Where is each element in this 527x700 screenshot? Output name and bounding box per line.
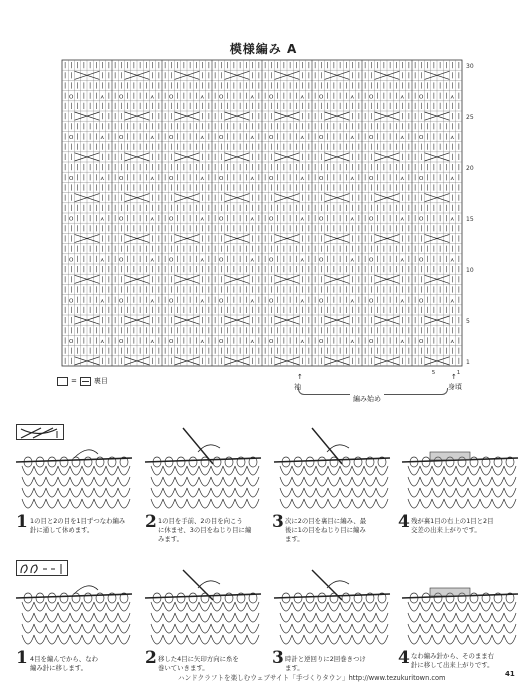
svg-text:⋏: ⋏ <box>450 257 455 264</box>
svg-text:⋏: ⋏ <box>100 216 105 223</box>
svg-text:O: O <box>269 298 274 305</box>
svg-text:⋏: ⋏ <box>200 298 205 305</box>
svg-text:⋏: ⋏ <box>100 94 105 101</box>
svg-text:O: O <box>169 216 174 223</box>
step-b4-text: なわ編み針から、そのまま右 針に移して出来上がりです。 <box>411 652 495 669</box>
svg-text:O: O <box>219 94 224 101</box>
svg-text:⋏: ⋏ <box>150 94 155 101</box>
svg-text:⋏: ⋏ <box>200 257 205 264</box>
svg-text:⋏: ⋏ <box>150 298 155 305</box>
svg-text:⋏: ⋏ <box>400 135 405 142</box>
row-number: 20 <box>466 165 474 173</box>
svg-text:⋏: ⋏ <box>450 94 455 101</box>
svg-text:⋏: ⋏ <box>150 135 155 142</box>
svg-text:O: O <box>219 298 224 305</box>
svg-text:O: O <box>319 339 324 346</box>
svg-text:⋏: ⋏ <box>200 94 205 101</box>
svg-text:O: O <box>119 257 124 264</box>
svg-text:⋏: ⋏ <box>400 257 405 264</box>
step-b3-number: 3 <box>272 648 284 668</box>
svg-text:⋏: ⋏ <box>150 175 155 182</box>
step-a2-illustration <box>143 424 263 514</box>
legend-empty-box <box>57 377 68 386</box>
row-number: 15 <box>466 216 474 224</box>
svg-text:O: O <box>269 94 274 101</box>
legend-equals: = <box>71 377 77 385</box>
svg-text:O: O <box>119 298 124 305</box>
col-number: 5 <box>431 370 436 376</box>
step-b3-illustration <box>272 566 392 650</box>
step-a1-text: 1の目と2の目を1目ずつなわ編み 針に通して休めます。 <box>30 517 126 534</box>
svg-text:⋏: ⋏ <box>450 298 455 305</box>
svg-text:⋏: ⋏ <box>350 94 355 101</box>
svg-text:⋏: ⋏ <box>400 339 405 346</box>
svg-text:⋏: ⋏ <box>150 216 155 223</box>
svg-text:⋏: ⋏ <box>450 175 455 182</box>
step-a2-text: 1の目を手前、2の目を向こう に休ませ、3の目をねじり目に編 みます。 <box>158 517 252 543</box>
step-b1-illustration <box>14 572 134 650</box>
svg-text:O: O <box>419 339 424 346</box>
svg-text:⋏: ⋏ <box>400 175 405 182</box>
svg-text:O: O <box>219 257 224 264</box>
svg-text:⋏: ⋏ <box>400 298 405 305</box>
svg-text:⋏: ⋏ <box>300 298 305 305</box>
col-number: 1 <box>456 370 461 376</box>
step-a4-illustration <box>400 424 520 514</box>
svg-text:⋏: ⋏ <box>350 216 355 223</box>
svg-text:⋏: ⋏ <box>300 257 305 264</box>
svg-text:⋏: ⋏ <box>250 298 255 305</box>
step-a1-illustration <box>14 436 134 514</box>
svg-text:O: O <box>69 175 74 182</box>
svg-text:⋏: ⋏ <box>150 257 155 264</box>
svg-text:O: O <box>319 298 324 305</box>
svg-text:O: O <box>119 339 124 346</box>
footer-text: ハンドクラフトを楽しむウェブサイト「手づくりタウン」http://www.tezukuritown.com <box>178 674 446 682</box>
svg-text:O: O <box>419 135 424 142</box>
svg-text:O: O <box>269 135 274 142</box>
svg-text:⋏: ⋏ <box>200 339 205 346</box>
svg-text:⋏: ⋏ <box>300 94 305 101</box>
svg-text:O: O <box>269 257 274 264</box>
svg-text:O: O <box>319 257 324 264</box>
svg-text:O: O <box>69 257 74 264</box>
svg-text:O: O <box>419 175 424 182</box>
svg-text:⋏: ⋏ <box>450 135 455 142</box>
svg-text:O: O <box>169 298 174 305</box>
svg-text:⋏: ⋏ <box>250 175 255 182</box>
svg-text:⋏: ⋏ <box>100 339 105 346</box>
svg-text:⋏: ⋏ <box>200 175 205 182</box>
svg-text:O: O <box>419 216 424 223</box>
svg-text:O: O <box>269 339 274 346</box>
step-b4-number: 4 <box>398 648 410 668</box>
svg-text:⋏: ⋏ <box>350 257 355 264</box>
svg-text:⋏: ⋏ <box>200 135 205 142</box>
start-label: 編み始め <box>350 394 384 404</box>
svg-text:⋏: ⋏ <box>450 216 455 223</box>
knitting-chart <box>56 57 474 376</box>
arrow-up-icon: ↑ <box>451 373 457 381</box>
step-b1-text: 4目を編んでから、なわ 編み針に移します。 <box>30 655 98 672</box>
svg-text:O: O <box>369 298 374 305</box>
row-number: 25 <box>466 114 474 122</box>
step-a4-number: 4 <box>398 512 410 532</box>
page-number: 41 <box>505 670 515 678</box>
svg-text:O: O <box>369 216 374 223</box>
step-b2-text: 移した4目に矢印方向に糸を 巻いていきます。 <box>158 655 239 672</box>
svg-text:⋏: ⋏ <box>300 339 305 346</box>
svg-text:O: O <box>69 216 74 223</box>
svg-text:⋏: ⋏ <box>350 298 355 305</box>
svg-text:⋏: ⋏ <box>450 339 455 346</box>
svg-text:O: O <box>319 135 324 142</box>
step-a4-text: 残が裏1目の右上の1目と2目 交差の出来上がりです。 <box>411 517 494 534</box>
svg-text:O: O <box>169 175 174 182</box>
row-number: 30 <box>466 63 474 71</box>
svg-text:O: O <box>269 175 274 182</box>
step-b1-number: 1 <box>16 648 28 668</box>
row-number: 1 <box>466 359 470 366</box>
svg-text:⋏: ⋏ <box>350 135 355 142</box>
svg-text:⋏: ⋏ <box>250 257 255 264</box>
sleeve-label: 袖 <box>294 383 301 391</box>
svg-text:O: O <box>319 94 324 101</box>
svg-text:O: O <box>119 175 124 182</box>
svg-text:⋏: ⋏ <box>300 175 305 182</box>
svg-text:O: O <box>169 94 174 101</box>
svg-text:O: O <box>319 175 324 182</box>
svg-text:O: O <box>69 94 74 101</box>
svg-text:O: O <box>419 298 424 305</box>
svg-text:O: O <box>119 135 124 142</box>
legend <box>57 376 108 386</box>
step-a3-text: 次に2の目を裏目に編み、最 後に1の目をねじり目に編み ます。 <box>285 517 367 543</box>
svg-text:O: O <box>419 94 424 101</box>
svg-text:O: O <box>119 216 124 223</box>
svg-text:O: O <box>169 135 174 142</box>
svg-text:⋏: ⋏ <box>250 339 255 346</box>
svg-text:⋏: ⋏ <box>250 94 255 101</box>
row-number: 5 <box>466 318 470 326</box>
svg-text:O: O <box>269 216 274 223</box>
svg-text:O: O <box>369 175 374 182</box>
step-b2-illustration <box>143 566 263 650</box>
legend-purl-symbol <box>80 377 91 386</box>
svg-text:⋏: ⋏ <box>100 135 105 142</box>
step-a3-illustration <box>272 424 392 514</box>
svg-text:O: O <box>369 257 374 264</box>
svg-text:O: O <box>119 94 124 101</box>
svg-text:⋏: ⋏ <box>400 94 405 101</box>
svg-text:⋏: ⋏ <box>100 298 105 305</box>
svg-text:O: O <box>369 94 374 101</box>
step-b3-text: 時計と逆回りに2回巻きつけ ます。 <box>285 655 366 672</box>
svg-text:O: O <box>419 257 424 264</box>
step-a1-number: 1 <box>16 512 28 532</box>
step-a3-number: 3 <box>272 512 284 532</box>
svg-text:O: O <box>169 257 174 264</box>
row-number: 10 <box>466 267 474 275</box>
svg-text:O: O <box>219 175 224 182</box>
svg-text:⋏: ⋏ <box>300 216 305 223</box>
svg-text:⋏: ⋏ <box>250 216 255 223</box>
svg-text:O: O <box>369 135 374 142</box>
svg-text:⋏: ⋏ <box>200 216 205 223</box>
body-label: 身頃 <box>448 383 462 391</box>
arrow-up-icon: ↑ <box>297 373 303 381</box>
legend-label: 裏目 <box>93 377 108 385</box>
svg-text:⋏: ⋏ <box>350 339 355 346</box>
step-b4-illustration <box>400 566 520 650</box>
svg-text:⋏: ⋏ <box>150 339 155 346</box>
svg-text:O: O <box>369 339 374 346</box>
chart-title: 模様編み A <box>229 42 298 56</box>
svg-text:O: O <box>219 339 224 346</box>
svg-text:⋏: ⋏ <box>350 175 355 182</box>
svg-text:O: O <box>319 216 324 223</box>
svg-text:O: O <box>219 135 224 142</box>
svg-text:⋏: ⋏ <box>300 135 305 142</box>
svg-text:⋏: ⋏ <box>400 216 405 223</box>
svg-text:⋏: ⋏ <box>250 135 255 142</box>
svg-text:O: O <box>169 339 174 346</box>
svg-text:O: O <box>69 339 74 346</box>
svg-text:⋏: ⋏ <box>100 175 105 182</box>
svg-text:O: O <box>69 298 74 305</box>
svg-text:O: O <box>219 216 224 223</box>
svg-text:⋏: ⋏ <box>100 257 105 264</box>
svg-text:O: O <box>69 135 74 142</box>
step-a2-number: 2 <box>145 512 157 532</box>
step-b2-number: 2 <box>145 648 157 668</box>
